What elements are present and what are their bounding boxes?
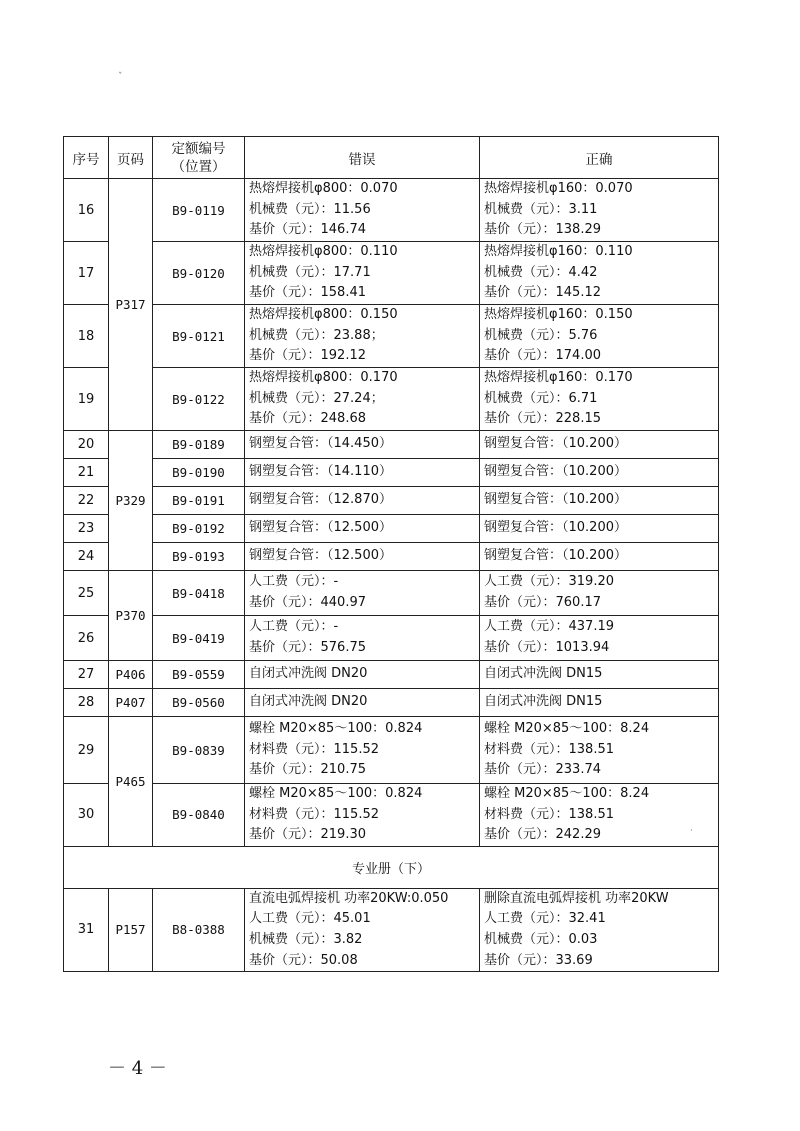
quota-code-cell: B9-0418: [153, 571, 245, 616]
page-cell: P407: [109, 689, 153, 717]
correct-value-line: 删除直流电弧焊接机 功率20KW: [484, 890, 669, 906]
quota-code-cell: B9-0419: [153, 616, 245, 661]
header-wrong: 错误: [245, 137, 480, 179]
wrong-value-cell: [245, 368, 480, 431]
quota-code-cell: B9-0191: [153, 487, 245, 515]
header-no: 序号: [64, 137, 109, 179]
correct-value-cell: [480, 459, 719, 487]
wrong-value-line: 基价（元）：50.08: [249, 952, 358, 968]
table-row: [64, 179, 719, 242]
table-row: [64, 459, 719, 487]
page-cell: P157: [109, 888, 153, 971]
correct-value-line: 机械费（元）：6.71: [484, 390, 598, 406]
quota-code-cell: B9-0122: [153, 368, 245, 431]
quota-code-cell: B9-0840: [153, 784, 245, 847]
wrong-value-line: 基价（元）：248.68: [249, 411, 366, 427]
correct-value-line: 自闭式冲洗阀 DN15: [484, 666, 603, 682]
row-number-cell: 23: [64, 515, 109, 543]
row-number-cell: 18: [64, 305, 109, 368]
row-number-cell: 30: [64, 784, 109, 847]
header-code-line2: （位置）: [171, 158, 226, 175]
quota-code-cell: B9-0119: [153, 179, 245, 242]
wrong-value-line: 基价（元）：158.41: [249, 285, 366, 301]
table-row: [64, 616, 719, 661]
table-row: [64, 689, 719, 717]
wrong-value-line: 机械费（元）：11.56: [249, 201, 371, 217]
section-heading: [64, 846, 719, 888]
row-number-cell: 24: [64, 543, 109, 571]
quota-code-cell: B9-0192: [153, 515, 245, 543]
correct-value-line: 机械费（元）：0.03: [484, 931, 598, 947]
wrong-value-line: 热熔焊接机φ800：0.070: [249, 181, 398, 197]
correct-value-line: 热熔焊接机φ160：0.070: [484, 181, 633, 197]
table-body: [64, 179, 719, 847]
correct-value-line: 人工费（元）：437.19: [484, 619, 614, 635]
wrong-value-line: 人工费（元）：-: [249, 619, 339, 635]
wrong-value-line: 钢塑复合管：（14.110）: [249, 464, 392, 480]
row-number-cell: 19: [64, 368, 109, 431]
correct-value-line: 热熔焊接机φ160：0.110: [484, 244, 633, 260]
wrong-value-line: 直流电弧焊接机 功率20KW:0.050: [249, 890, 449, 906]
correct-value-line: 基价（元）：145.12: [484, 285, 601, 301]
wrong-value-line: 钢塑复合管：（14.450）: [249, 436, 392, 452]
wrong-value-line: 基价（元）：440.97: [249, 595, 366, 610]
errata-table: [63, 136, 719, 972]
header-right: 正确: [480, 137, 719, 179]
wrong-value-cell: [245, 515, 480, 543]
correct-value-cell: [480, 571, 719, 616]
correct-value-line: 钢塑复合管：（10.200）: [484, 492, 627, 508]
header-page: 页码: [109, 137, 153, 179]
scan-speck: ˇ: [118, 72, 123, 82]
quota-code-cell: B9-0121: [153, 305, 245, 368]
wrong-value-cell: [245, 242, 480, 305]
wrong-value-line: 螺栓 M20×85～100：0.824: [249, 721, 423, 737]
page-cell: P465: [109, 717, 153, 847]
quota-code-cell: B9-0193: [153, 543, 245, 571]
correct-value-cell: [480, 689, 719, 717]
wrong-value-line: 人工费（元）：-: [249, 574, 339, 590]
page-cell: P329: [109, 431, 153, 571]
wrong-value-line: 钢塑复合管：（12.500）: [249, 548, 392, 564]
wrong-value-line: 螺栓 M20×85～100：0.824: [249, 786, 423, 801]
table-row: [64, 515, 719, 543]
wrong-value-line: 机械费（元）：23.88；: [249, 327, 384, 343]
wrong-value-cell: [245, 431, 480, 459]
wrong-value-line: 自闭式冲洗阀 DN20: [249, 666, 368, 682]
wrong-value-line: 基价（元）：210.75: [249, 762, 366, 778]
correct-value-line: 钢塑复合管：（10.200）: [484, 520, 627, 536]
table-row: [64, 888, 719, 971]
wrong-value-cell: [245, 543, 480, 571]
scan-speck: ·: [690, 826, 693, 836]
row-number-cell: 29: [64, 717, 109, 784]
correct-value-line: 基价（元）：1013.94: [484, 640, 610, 655]
wrong-value-line: 基价（元）：192.12: [249, 348, 366, 364]
correct-value-cell: [480, 543, 719, 571]
correct-value-line: 钢塑复合管：（10.200）: [484, 436, 627, 452]
row-number-cell: 20: [64, 431, 109, 459]
correct-value-line: 材料费（元）：138.51: [484, 741, 614, 757]
row-number-cell: 27: [64, 661, 109, 689]
header-code: [153, 137, 245, 179]
correct-value-line: 基价（元）：138.29: [484, 222, 601, 238]
correct-value-cell: [480, 616, 719, 661]
wrong-value-line: 钢塑复合管：（12.500）: [249, 520, 392, 536]
quota-code-cell: B9-0190: [153, 459, 245, 487]
correct-value-cell: [480, 368, 719, 431]
correct-value-line: 人工费（元）：319.20: [484, 574, 614, 590]
quota-code-cell: B9-0559: [153, 661, 245, 689]
wrong-value-line: 人工费（元）：45.01: [249, 911, 371, 927]
wrong-value-cell: [245, 305, 480, 368]
wrong-value-line: 自闭式冲洗阀 DN20: [249, 694, 368, 710]
page-number: － 4 －: [108, 1058, 167, 1079]
correct-value-line: 机械费（元）：5.76: [484, 327, 598, 343]
table-row: [64, 242, 719, 305]
table-row: [64, 784, 719, 847]
correct-value-cell: [480, 515, 719, 543]
page-cell: P406: [109, 661, 153, 689]
row-number-cell: 21: [64, 459, 109, 487]
table-row: [64, 431, 719, 459]
row-number-cell: 28: [64, 689, 109, 717]
table-row: [64, 487, 719, 515]
wrong-value-line: 机械费（元）：3.82: [249, 931, 363, 947]
quota-code-cell: B9-0189: [153, 431, 245, 459]
quota-code-cell: B9-0120: [153, 242, 245, 305]
wrong-value-line: 机械费（元）：27.24；: [249, 390, 384, 406]
table-row: [64, 543, 719, 571]
table-header-row: [64, 137, 719, 179]
wrong-value-cell: [245, 487, 480, 515]
correct-value-cell: [480, 242, 719, 305]
correct-value-line: 基价（元）：760.17: [484, 595, 601, 610]
correct-value-line: 螺栓 M20×85～100：8.24: [484, 721, 650, 737]
table-row: [64, 571, 719, 616]
table-row: [64, 305, 719, 368]
wrong-value-line: 热熔焊接机φ800：0.150: [249, 307, 398, 323]
quota-code-cell: B8-0388: [153, 888, 245, 971]
quota-code-cell: B9-0560: [153, 689, 245, 717]
correct-value-cell: [480, 661, 719, 689]
wrong-value-line: 热熔焊接机φ800：0.110: [249, 244, 398, 260]
correct-value-cell: [480, 305, 719, 368]
wrong-value-cell: [245, 571, 480, 616]
wrong-value-cell: [245, 689, 480, 717]
correct-value-line: 螺栓 M20×85～100：8.24: [484, 786, 650, 801]
correct-value-line: 自闭式冲洗阀 DN15: [484, 694, 603, 710]
wrong-value-line: 钢塑复合管：（12.870）: [249, 492, 392, 508]
correct-value-line: 热熔焊接机φ160：0.150: [484, 307, 633, 323]
row-number-cell: 17: [64, 242, 109, 305]
header-code-line1: 定额编号: [171, 140, 226, 157]
row-number-cell: 26: [64, 616, 109, 661]
wrong-value-cell: [245, 459, 480, 487]
section-title: 专业册（下）: [64, 846, 719, 888]
page-cell: P370: [109, 571, 153, 661]
wrong-value-cell: [245, 717, 480, 784]
row-number-cell: 22: [64, 487, 109, 515]
table-row: [64, 717, 719, 784]
wrong-value-cell: [245, 784, 480, 847]
correct-value-line: 材料费（元）：138.51: [484, 806, 614, 822]
page-cell: P317: [109, 179, 153, 431]
correct-value-cell: [480, 717, 719, 784]
correct-value-line: 机械费（元）：4.42: [484, 264, 598, 280]
table-row: [64, 661, 719, 689]
wrong-value-cell: [245, 661, 480, 689]
correct-value-line: 基价（元）：228.15: [484, 411, 601, 427]
correct-value-line: 人工费（元）：32.41: [484, 911, 606, 927]
wrong-value-line: 基价（元）：219.30: [249, 827, 366, 843]
wrong-value-cell: [245, 616, 480, 661]
correct-value-cell: [480, 487, 719, 515]
correct-value-cell: [480, 784, 719, 847]
wrong-value-line: 材料费（元）：115.52: [249, 741, 379, 757]
correct-value-line: 钢塑复合管：（10.200）: [484, 548, 627, 564]
wrong-value-line: 材料费（元）：115.52: [249, 806, 379, 822]
row-number-cell: 31: [64, 888, 109, 971]
correct-value-cell: [480, 431, 719, 459]
wrong-value-line: 机械费（元）：17.71: [249, 264, 371, 280]
correct-value-line: 钢塑复合管：（10.200）: [484, 464, 627, 480]
row-number-cell: 25: [64, 571, 109, 616]
correct-value-line: 热熔焊接机φ160：0.170: [484, 370, 633, 386]
quota-code-cell: B9-0839: [153, 717, 245, 784]
wrong-value-cell: [245, 888, 480, 971]
correct-value-line: 基价（元）：242.29: [484, 827, 601, 843]
correct-value-cell: [480, 888, 719, 971]
correct-value-cell: [480, 179, 719, 242]
wrong-value-line: 基价（元）：146.74: [249, 222, 366, 238]
section-table-body: [64, 888, 719, 971]
wrong-value-cell: [245, 179, 480, 242]
correct-value-line: 机械费（元）：3.11: [484, 201, 598, 217]
row-number-cell: 16: [64, 179, 109, 242]
wrong-value-line: 基价（元）：576.75: [249, 640, 366, 655]
table-row: [64, 368, 719, 431]
correct-value-line: 基价（元）：233.74: [484, 762, 601, 778]
wrong-value-line: 热熔焊接机φ800：0.170: [249, 370, 398, 386]
correct-value-line: 基价（元）：174.00: [484, 348, 601, 364]
correct-value-line: 基价（元）：33.69: [484, 952, 593, 968]
